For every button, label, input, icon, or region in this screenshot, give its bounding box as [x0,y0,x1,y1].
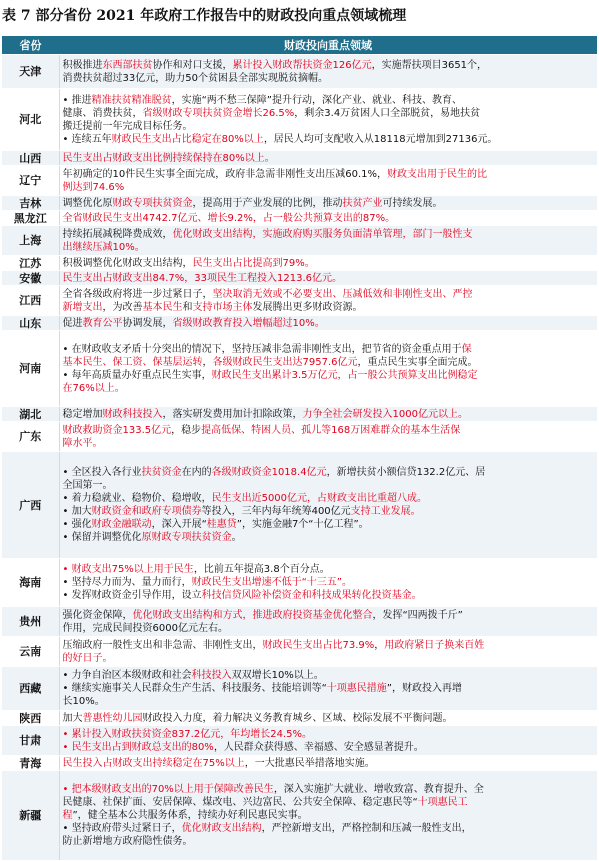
table-row [2,211,597,226]
body-text: 搬迁提前一年完成目标任务。 [62,120,193,132]
body-text: 协调发展， [122,317,173,329]
table-row [2,667,597,711]
highlighted-text: 累计投入财政帮扶资金126亿元 [232,59,372,71]
body-text: ，剩余3.4万贫困人口全部脱贫，易地扶贫 [294,107,481,119]
province-cell: 广东 [2,422,59,452]
fiscal-focus-cell [59,559,597,607]
fiscal-focus-cell [59,711,597,726]
body-text: 压缩政府一般性支出和非急需、非刚性支出， [62,639,263,651]
table-row [2,559,597,607]
fiscal-focus-cell [59,316,597,331]
province-cell: 海南 [2,559,59,607]
text-line [63,822,595,835]
text-line [63,669,595,682]
text-line [63,382,595,395]
body-text: ，实施帮扶项目3651个， [371,59,488,71]
province-cell: 辽宁 [2,166,59,196]
body-text: 发展腾出更多财政资源。 [252,301,363,313]
highlighted-text: 支持市场主体 [192,301,253,313]
body-text: ”，健全基本公共服务体系，持续办好利民惠民实事。 [72,810,308,821]
province-cell: 山东 [2,316,59,331]
body-text: ， [202,356,213,368]
fiscal-focus-cell [59,637,597,667]
text-line [63,563,595,576]
province-cell: 山西 [2,151,59,166]
text-line [63,272,595,285]
table-row [2,286,597,316]
body-text: • 强化 [62,519,92,530]
table-header-row [2,36,597,55]
highlighted-text: 的好日子。 [62,652,113,664]
text-line [63,652,595,665]
text-line [63,437,595,450]
text-line [63,107,595,120]
body-text: • 坚持尽力而为、量力而行， [62,577,192,588]
highlighted-text: 财政专项扶贫资金 [112,197,193,209]
body-text: ，深入开展“ [151,519,207,530]
fiscal-focus-cell [59,286,597,316]
highlighted-text: 在76%以上。 [62,382,125,394]
highlighted-text: 省级财政专项扶贫资金增长26.5% [142,107,295,119]
text-line [63,809,595,822]
text-line [63,741,595,754]
highlighted-text: 民生投入占财政支出持续稳定在75%以上 [62,757,245,769]
table-row [2,726,597,756]
highlighted-text: 障水平。 [62,437,103,449]
fiscal-focus-cell [59,89,597,151]
highlighted-text: 优化财政支出结构 [181,823,262,834]
body-text: 在内的 [181,467,212,478]
province-cell: 广西 [2,452,59,559]
text-line [63,757,595,770]
body-text: • 全区投入各行业 [62,467,142,478]
highlighted-text: 十项惠民措施 [326,683,387,694]
text-line [63,317,595,330]
highlighted-text: 财政民生支出累计3.5万亿元，占一般公共预算支出比例稳定 [211,369,478,381]
text-line [63,589,595,602]
body-text: • 着力稳就业、稳物价、稳增收， [62,493,212,504]
highlighted-text: • 财政支出75%以上用于民生 [62,564,194,575]
highlighted-text: 普惠性幼儿园 [82,712,143,724]
body-text: 健康、消费扶贫， [62,107,143,119]
text-line [63,492,595,505]
body-text: 等投入，三年内每年统筹400亿元 [201,506,351,517]
body-text: ，重点民生实事全面完成。 [357,356,478,368]
highlighted-text: 保 [461,343,472,355]
text-line [63,479,595,492]
body-text: • 每年高质量办好重点民生实事， [62,369,212,381]
province-cell: 甘肃 [2,726,59,756]
text-line [63,835,595,848]
body-text: 全国第一。 [62,480,113,491]
body-text: 稳定增加 [62,408,103,420]
highlighted-text: 新增支出 [62,301,103,313]
table-row [2,89,597,151]
body-text: • 加大 [62,506,92,517]
text-line [63,505,595,518]
body-text: ，居民人均可支配收入从18118元增加到27136元。 [263,133,498,145]
text-line [63,695,595,708]
highlighted-text: 基本民生 [142,301,183,313]
body-text: ，新增扶贫小额信贷132.2亿元、居 [326,467,486,478]
province-cell: 云南 [2,637,59,667]
highlighted-text: 财政金融联动 [91,519,152,530]
highlighted-text: 各级财政资金1018.4亿元 [211,467,327,478]
text-line [63,241,595,254]
highlighted-text: 民生支出近5000亿元，占财政支出比重超八成。 [211,493,428,504]
province-cell: 河北 [2,89,59,151]
fiscal-focus-cell [59,331,597,407]
body-text: ，严控新增支出，严格控制和压减一般性支出， [261,823,472,834]
highlighted-text: • 累计投入财政扶贫资金837.2亿元，年均增长24.5%。 [62,728,312,740]
highlighted-text: 各级财政民生支出达7957.6亿元 [212,356,358,368]
highlighted-text: 财政支出用于民生的比 [387,168,487,180]
text-line [63,212,595,225]
province-cell: 江西 [2,286,59,316]
text-line [63,181,595,194]
body-text: ，比前五年提高3.8个百分点。 [193,564,330,575]
text-line [63,369,595,382]
body-text: ，稳步 [171,424,202,436]
highlighted-text: 提高低保、特困人员、孤儿等168万困难群众的基本生活保 [201,424,461,436]
highlighted-text: 出继续压减10%。 [62,241,145,253]
table-row [2,166,597,196]
table-row [2,55,597,89]
text-line [63,424,595,437]
text-line [63,576,595,589]
body-text: ”，财政投入再增 [386,683,462,694]
province-cell: 新疆 [2,771,59,861]
text-line [63,783,595,796]
header-province: 省份 [2,36,59,55]
table-row [2,256,597,271]
highlighted-text: 东西部扶贫 [102,59,153,71]
highlighted-text: 民生支出占财政支出84.7%，33项民生工程投入1213.6亿元。 [62,272,342,284]
province-cell: 贵州 [2,607,59,637]
fiscal-focus-cell [59,771,597,861]
body-text: 强化资金保障， [62,609,133,621]
fiscal-priorities-table [2,36,597,861]
body-text: 积极调整优化财政支出结构， [62,257,193,269]
body-text: ，提高用于产业发展的比例，推动 [192,197,343,209]
highlighted-text: 十项惠民工 [417,797,468,808]
table-row [2,407,597,422]
body-text: • 继续实施事关人民群众生产生活、科技服务、技能培训等“ [62,683,327,694]
body-text: 作用，完成民间投资6000亿元左右。 [62,622,228,634]
body-text: • 连续五年 [62,133,112,145]
highlighted-text: 财政民生支出占比稳定在80%以上 [111,133,264,145]
highlighted-text: 民生支出占比提高到79%。 [192,257,315,269]
text-line [63,639,595,652]
province-cell: 安徽 [2,271,59,286]
highlighted-text: 例达到74.6% [62,181,125,193]
text-line [63,288,595,301]
text-line [63,466,595,479]
text-line [63,343,595,356]
body-text: 积极推进 [62,59,103,71]
text-line [63,609,595,622]
fiscal-focus-cell [59,407,597,422]
highlighted-text: 财政科技投入 [102,408,163,420]
body-text: 民健康、社保扩面、安居保障、煤改电、兴边富民、公共安全保障、稳定惠民等“ [62,797,418,808]
body-text: ，一大批惠民举措落地实施。 [244,757,375,769]
body-text: ，落实研发费用加计扣除政策， [162,408,303,420]
body-text: 财政投入力度，着力解决义务教育城乡、区域、校际发展不平衡问题。 [142,712,453,724]
text-line [63,257,595,270]
table-row [2,331,597,407]
fiscal-focus-cell [59,452,597,559]
text-line [63,796,595,809]
table-row [2,271,597,286]
body-text: 可持续发展。 [382,197,443,209]
text-line [63,728,595,741]
highlighted-text: 优化财政支出结构，实施政府购买服务负面清单管理，部门一般性支 [172,228,473,240]
body-text: ，为改善 [102,301,143,313]
highlighted-text: 基本民生、保工资、保基层运转 [62,356,203,368]
province-cell: 湖北 [2,407,59,422]
body-text: ， [374,639,385,651]
highlighted-text: 优化财政支出结构和方式，推进政府投资基金优化整合 [132,609,373,621]
body-text: 促进 [62,317,83,329]
text-line [63,94,595,107]
table-row [2,196,597,211]
text-line [63,682,595,695]
province-cell: 陕西 [2,711,59,726]
highlighted-text: 教育公平 [82,317,123,329]
header-fiscal-focus: 财政投向重点领域 [59,36,597,55]
text-line [63,518,595,531]
highlighted-text: 扶贫产业 [342,197,383,209]
body-text: 调整优化原 [62,197,113,209]
text-line [63,408,595,421]
body-text: 。 [231,532,242,543]
body-text: • 力争自治区本级财政和社会 [62,670,192,681]
highlighted-text: 扶贫资金 [141,467,182,478]
table-row [2,452,597,559]
text-line [63,133,595,146]
fiscal-focus-cell [59,226,597,256]
fiscal-focus-cell [59,607,597,637]
highlighted-text: 财政救助资金133.5亿元 [62,424,172,436]
text-line [63,168,595,181]
table-row [2,711,597,726]
text-line [63,228,595,241]
fiscal-focus-cell [59,151,597,166]
text-line [63,152,595,165]
highlighted-text: 桂惠贷 [206,519,237,530]
province-cell: 青海 [2,756,59,771]
body-text: 全省各级政府将进一步过紧日子， [62,288,213,300]
body-text: ，深入实施扩大就业、增收致富、教育提升、全 [273,784,484,795]
highlighted-text: 财政民生支出占比73.9% [262,639,375,651]
table-row [2,607,597,637]
body-text: 年初确定的10件民生实事全面完成，政府非急需非刚性支出压减60.1%， [62,168,387,180]
highlighted-text: 财政民生支出增速不低于“十三五”。 [191,577,352,588]
body-text: 长10%。 [62,696,105,707]
body-text: • 坚持政府带头过紧日子， [62,823,182,834]
table-title: 表 7 部分省份 2021 年政府工作报告中的财政投向重点领域梳理 [2,8,407,24]
fiscal-focus-cell [59,756,597,771]
table-row [2,771,597,861]
fiscal-focus-cell [59,726,597,756]
province-cell: 上海 [2,226,59,256]
highlighted-text: 力争全社会研发投入1000亿元以上。 [302,408,468,420]
table-body [2,55,597,861]
body-text: ，实施“两不愁三保障”提升行动，深化产业、就业、科技、教育、 [171,94,462,106]
body-text: 协作和对口支援， [152,59,233,71]
highlighted-text: 用政府紧日子换来百姓 [384,639,485,651]
highlighted-text: • 民生支出占到财政总支出的80% [62,741,214,753]
table-row [2,226,597,256]
body-text: ”，实施金融7个“十亿工程”。 [236,519,369,530]
text-line [63,120,595,133]
body-text: 加大 [62,712,83,724]
text-line [63,59,595,72]
province-cell: 江苏 [2,256,59,271]
fiscal-focus-cell [59,166,597,196]
text-line [63,531,595,544]
fiscal-focus-cell [59,422,597,452]
province-cell: 河南 [2,331,59,407]
highlighted-text: 全省财政民生支出4742.7亿元、增长9.2%，占一般公共预算支出的87%。 [62,212,396,224]
body-text: ，发挥“四两拨千斤” [372,609,463,621]
table-row [2,422,597,452]
highlighted-text: 科技投入 [191,670,232,681]
highlighted-text: 科技信贷风险补偿资金和科技成果转化投资基金。 [201,590,422,601]
fiscal-focus-cell [59,55,597,89]
highlighted-text: 精准扶贫精准脱贫 [91,94,172,106]
fiscal-focus-cell [59,256,597,271]
body-text: • 在财政收支矛盾十分突出的情况下，坚持压减非急需非刚性支出，把节省的资金重点用于 [62,343,462,355]
province-cell: 吉林 [2,196,59,211]
province-cell: 西藏 [2,667,59,711]
fiscal-focus-cell [59,211,597,226]
body-text: • 保留并调整优化 [62,532,142,543]
text-line [63,197,595,210]
highlighted-text: • 把本级财政支出的70%以上用于保障改善民生 [62,784,274,795]
body-text: 消费扶贫超过33亿元，助力50个贫困县全部实现脱贫摘帽。 [62,72,328,84]
text-line [63,301,595,314]
body-text: • 发挥财政资金引导作用，设立 [62,590,202,601]
highlighted-text: 原财政专项扶贫资金 [141,532,232,543]
highlighted-text: 程 [62,810,73,821]
text-line [63,712,595,725]
table-row [2,316,597,331]
text-line [63,622,595,635]
body-text: 防止新增地方政府隐性债务。 [62,836,193,847]
highlighted-text: 财政资金和政府专项债券 [91,506,202,517]
fiscal-focus-cell [59,667,597,711]
text-line [63,356,595,369]
highlighted-text: 坚决取消无效或不必要支出、压减低效和非刚性支出、严控 [212,288,473,300]
body-text: 和 [182,301,193,313]
body-text: ，人民群众获得感、幸福感、安全感显著提升。 [213,741,424,753]
table-row [2,637,597,667]
body-text: • 推进 [62,94,92,106]
body-text: 持续拓展减税降费成效， [62,228,173,240]
province-cell: 天津 [2,55,59,89]
fiscal-focus-cell [59,196,597,211]
fiscal-focus-cell [59,271,597,286]
body-text: 双双增长10%以上。 [231,670,324,681]
highlighted-text: 民生支出占财政支出比例持续保持在80%以上。 [62,152,275,164]
text-line [63,72,595,85]
highlighted-text: 省级财政教育投入增幅超过10%。 [172,317,325,329]
highlighted-text: 支持工业发展。 [350,506,421,517]
table-row [2,151,597,166]
table-row [2,756,597,771]
province-cell: 黑龙江 [2,211,59,226]
